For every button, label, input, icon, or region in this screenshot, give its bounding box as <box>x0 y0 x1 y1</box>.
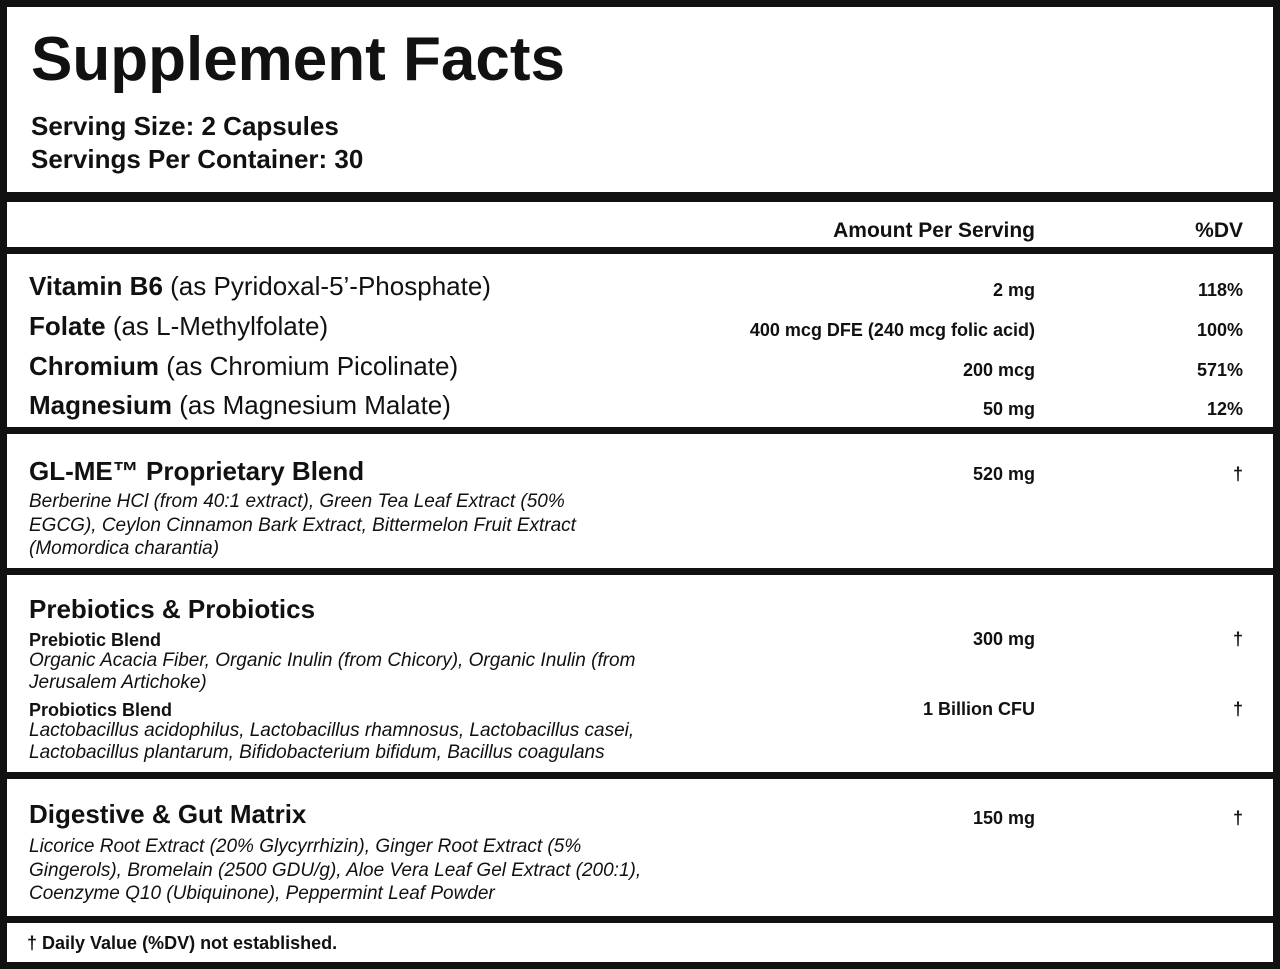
divider <box>7 772 1273 779</box>
dv-footnote: † Daily Value (%DV) not established. <box>27 933 338 953</box>
nutrient-amount: 2 mg <box>992 280 1035 300</box>
panel-title: Supplement Facts <box>31 25 565 94</box>
divider <box>7 568 1273 575</box>
nutrient-amount: 200 mcg <box>962 360 1035 380</box>
biotics-section-name: Prebiotics & Probiotics <box>29 594 316 624</box>
divider <box>7 427 1273 434</box>
nutrient-magnesium <box>29 390 451 420</box>
probiotics-blend-dv: † <box>1232 699 1243 719</box>
dv-heading: %DV <box>1195 219 1243 242</box>
serving-size: Serving Size: 2 Capsules <box>31 111 339 141</box>
nutrient-dv: 571% <box>1196 360 1243 380</box>
nutrient-form: (as Chromium Picolinate) <box>166 351 459 381</box>
nutrient-dv: 12% <box>1206 399 1243 419</box>
glme-blend-amount: 520 mg <box>972 464 1035 484</box>
nutrient-name: Vitamin B6 <box>29 271 163 301</box>
probiotics-blend-amount: 1 Billion CFU <box>923 699 1035 719</box>
gut-matrix-name: Digestive & Gut Matrix <box>29 799 307 829</box>
glme-blend-ingredients: Berberine HCl (from 40:1 extract), Green Tea Leaf Extract (50% EGCG), Ceylon Cinnamon Bark Extract, Bittermelon Fruit Extract (Momordica charantia) <box>29 491 576 559</box>
nutrient-amount: 400 mcg DFE (240 mcg folic acid) <box>749 320 1035 340</box>
divider <box>7 916 1273 923</box>
nutrient-amount: 50 mg <box>982 399 1035 419</box>
glme-blend-dv: † <box>1232 464 1243 484</box>
gut-matrix-amount: 150 mg <box>972 808 1035 828</box>
nutrient-form: (as Pyridoxal-5’-Phosphate) <box>170 271 491 301</box>
probiotics-blend-name: Probiotics Blend <box>29 700 173 720</box>
divider <box>7 247 1273 254</box>
gut-matrix-ingredients: Licorice Root Extract (20% Glycyrrhizin), Ginger Root Extract (5% Gingerols), Bromelain (2500 GDU/g), Aloe Vera Leaf Gel Extract (200:1), Coenzyme Q10 (Ubiquinone), Peppermint Leaf Powder <box>29 836 642 904</box>
nutrient-folate <box>29 311 328 341</box>
prebiotic-blend-name: Prebiotic Blend <box>29 630 162 650</box>
nutrient-chromium <box>29 351 458 381</box>
prebiotic-blend-ingredients: Organic Acacia Fiber, Organic Inulin (from Chicory), Organic Inulin (from Jerusalem Artichoke) <box>29 650 636 693</box>
probiotics-blend-ingredients: Lactobacillus acidophilus, Lactobacillus rhamnosus, Lactobacillus casei, Lactobacillus plantarum, Bifidobacterium bifidum, Bacillus coagulans <box>29 720 635 763</box>
nutrient-name: Chromium <box>29 351 159 381</box>
amount-per-serving-heading: Amount Per Serving <box>833 219 1035 242</box>
prebiotic-blend-dv: † <box>1232 629 1243 649</box>
nutrient-form: (as L-Methylfolate) <box>112 311 329 341</box>
gut-matrix-dv: † <box>1232 808 1243 828</box>
nutrient-dv: 100% <box>1196 320 1243 340</box>
prebiotic-blend-amount: 300 mg <box>972 629 1035 649</box>
glme-blend-name: GL-ME™ Proprietary Blend <box>29 456 365 486</box>
nutrient-vitamin-b6 <box>29 271 491 301</box>
nutrient-dv: 118% <box>1197 280 1243 300</box>
servings-per-container: Servings Per Container: 30 <box>31 144 364 174</box>
nutrient-form: (as Magnesium Malate) <box>179 390 451 420</box>
nutrient-name: Folate <box>29 311 106 341</box>
nutrient-name: Magnesium <box>29 390 173 420</box>
thick-divider <box>7 192 1273 202</box>
